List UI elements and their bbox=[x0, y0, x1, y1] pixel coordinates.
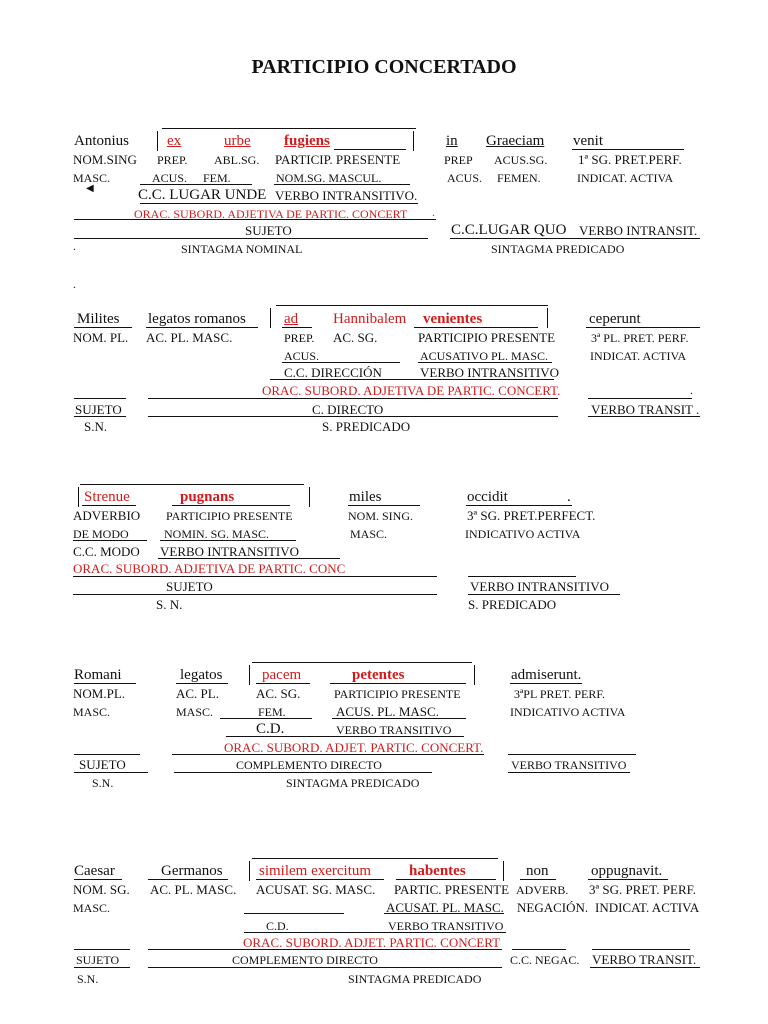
bracket-top-line bbox=[162, 128, 416, 129]
bracket-left bbox=[249, 861, 250, 881]
bracket-right bbox=[503, 861, 504, 881]
bracket-left bbox=[157, 131, 158, 151]
word-fugiens: fugiens bbox=[284, 133, 330, 149]
bracket-left bbox=[270, 308, 271, 328]
underline bbox=[282, 362, 400, 363]
sn-2: S.N. bbox=[84, 419, 108, 434]
function-complemento-directo: COMPLEMENTO DIRECTO bbox=[236, 758, 382, 772]
word-habentes: habentes bbox=[409, 863, 466, 879]
word-ceperunt: ceperunt bbox=[589, 311, 641, 327]
underline bbox=[512, 949, 566, 950]
word-ex: ex bbox=[167, 133, 182, 149]
bracket-top-line bbox=[276, 305, 548, 306]
analysis-nom-sing: NOM. SING. bbox=[348, 509, 414, 523]
analysis-indicat-activa: INDICAT. ACTIVA bbox=[590, 349, 687, 363]
analysis-acus-2: ACUS. bbox=[447, 171, 483, 185]
word-hannibalem: Hannibalem bbox=[333, 311, 407, 327]
function-verbo-transit: VERBO TRANSIT. bbox=[592, 952, 697, 967]
word-graeciam: Graeciam bbox=[486, 133, 545, 149]
analysis-nom-sing: NOM.SING bbox=[73, 152, 137, 167]
sintagma-nominal-1: SINTAGMA NOMINAL bbox=[181, 242, 303, 256]
underline bbox=[158, 558, 340, 559]
underline bbox=[74, 949, 130, 950]
sn-5: S.N. bbox=[77, 972, 99, 986]
analysis-3pl-pret: 3ªPL PRET. PERF. bbox=[514, 687, 606, 701]
analysis-nom-pl: NOM. PL. bbox=[73, 330, 129, 345]
analysis-3sg-pret: 3ª SG. PRET. PERF. bbox=[589, 882, 697, 897]
underline bbox=[510, 683, 582, 684]
word-strenue: Strenue bbox=[84, 489, 130, 505]
underline bbox=[384, 913, 504, 914]
analysis-indicat-activa: INDICAT. ACTIVA bbox=[577, 171, 674, 185]
function-cc-modo: C.C. MODO bbox=[73, 544, 140, 559]
underline bbox=[466, 505, 572, 506]
underline bbox=[140, 184, 252, 185]
function-verbo-intransitivo: VERBO INTRANSITIVO bbox=[420, 365, 560, 380]
analysis-ac-pl-masc: AC. PL. MASC. bbox=[150, 882, 237, 897]
analysis-particip: PARTICIP. PRESENTE bbox=[275, 152, 401, 167]
sintagma-predicado-4: SINTAGMA PREDICADO bbox=[286, 776, 420, 790]
underline bbox=[450, 238, 700, 239]
underline bbox=[148, 879, 228, 880]
function-cc-negac: C.C. NEGAC. bbox=[510, 953, 580, 967]
s-predicado-3: S. PREDICADO bbox=[468, 597, 557, 612]
arrow-icon: ◀ bbox=[86, 183, 94, 194]
underline bbox=[586, 327, 700, 328]
underline bbox=[148, 949, 502, 950]
underline bbox=[334, 149, 406, 150]
bracket-top-line bbox=[252, 858, 498, 859]
word-non: non bbox=[526, 863, 549, 879]
analysis-acus: ACUS. bbox=[284, 349, 320, 363]
function-sujeto-4: SUJETO bbox=[79, 757, 126, 772]
sintagma-predicado-5: SINTAGMA PREDICADO bbox=[348, 972, 482, 986]
analysis-fem: FEM. bbox=[203, 171, 231, 185]
analysis-prep: PREP. bbox=[284, 331, 315, 345]
word-dot: . bbox=[567, 489, 571, 505]
analysis-nom-sg-mascul: NOM.SG. MASCUL. bbox=[276, 171, 382, 185]
underline bbox=[74, 683, 136, 684]
function-verbo-transit: VERBO TRANSIT . bbox=[591, 402, 700, 417]
analysis-adverb: ADVERB. bbox=[516, 883, 569, 897]
underline bbox=[172, 754, 484, 755]
underline bbox=[588, 398, 692, 399]
function-verbo-intransitivo: VERBO INTRANSITIVO bbox=[160, 544, 300, 559]
word-ad: ad bbox=[284, 311, 299, 327]
underline bbox=[148, 967, 502, 968]
function-sujeto-2: SUJETO bbox=[75, 402, 122, 417]
function-verbo-intransitivo-2: VERBO INTRANSITIVO bbox=[470, 579, 610, 594]
underline bbox=[588, 416, 700, 417]
underline bbox=[508, 772, 630, 773]
word-petentes: petentes bbox=[352, 667, 405, 683]
sn-4: S.N. bbox=[92, 776, 114, 790]
underline bbox=[140, 203, 418, 204]
underline bbox=[274, 184, 410, 185]
function-verbo-transitivo-2: VERBO TRANSITIVO bbox=[511, 758, 627, 772]
s-predicado-2: S. PREDICADO bbox=[322, 419, 411, 434]
orac-subord-1: ORAC. SUBORD. ADJETIVA DE PARTIC. CONCERT bbox=[134, 207, 408, 221]
word-germanos: Germanos bbox=[161, 863, 223, 879]
word-admiserunt: admiserunt. bbox=[511, 667, 582, 683]
bracket-left bbox=[78, 487, 79, 507]
word-urbe: urbe bbox=[224, 133, 251, 149]
analysis-indicativo-activa: INDICATIVO ACTIVA bbox=[465, 527, 581, 541]
analysis-masc: MASC. bbox=[350, 527, 388, 541]
word-milites: Milites bbox=[77, 311, 120, 327]
analysis-partic-presente: PARTIC. PRESENTE bbox=[394, 882, 510, 897]
underline bbox=[396, 879, 496, 880]
underline bbox=[148, 398, 558, 399]
analysis-indicativo-activa: INDICATIVO ACTIVA bbox=[510, 705, 626, 719]
sintagma-predicado-1: SINTAGMA PREDICADO bbox=[491, 242, 625, 256]
underline bbox=[588, 879, 668, 880]
word-legatos-romanos: legatos romanos bbox=[148, 311, 246, 327]
word-venientes: venientes bbox=[423, 311, 483, 327]
underline bbox=[590, 967, 700, 968]
function-sujeto-5: SUJETO bbox=[76, 953, 120, 967]
analysis-prep: PREP. bbox=[157, 153, 188, 167]
underline bbox=[256, 683, 310, 684]
analysis-nom-pl: NOM.PL. bbox=[73, 686, 126, 701]
underline bbox=[592, 949, 690, 950]
underline bbox=[332, 718, 466, 719]
analysis-nom-sg: NOM. SG. bbox=[73, 882, 130, 897]
underline bbox=[160, 540, 296, 541]
underline bbox=[468, 576, 576, 577]
function-verbo-intransit-1: VERBO INTRANSIT. bbox=[579, 223, 698, 238]
underline bbox=[330, 683, 466, 684]
function-cc-direccion: C.C. DIRECCIÓN bbox=[284, 365, 382, 380]
dot: . bbox=[690, 383, 693, 397]
underline bbox=[174, 772, 432, 773]
analysis-acus-pl-masc: ACUS. PL. MASC. bbox=[336, 704, 439, 719]
analysis-acusat-pl-masc: ACUSAT. PL. MASC. bbox=[386, 900, 504, 915]
underline bbox=[508, 754, 636, 755]
underline bbox=[74, 219, 436, 220]
underline bbox=[74, 398, 126, 399]
underline bbox=[244, 932, 506, 933]
function-complemento-directo: COMPLEMENTO DIRECTO bbox=[232, 953, 378, 967]
underline bbox=[74, 967, 130, 968]
bracket-right bbox=[309, 487, 310, 507]
dot-1: . bbox=[73, 239, 76, 253]
analysis-ac-pl-masc: AC. PL. MASC. bbox=[146, 330, 233, 345]
word-caesar: Caesar bbox=[74, 863, 115, 879]
word-occidit: occidit bbox=[467, 489, 508, 505]
analysis-participio: PARTICIPIO PRESENTE bbox=[166, 509, 293, 523]
underline bbox=[572, 149, 684, 150]
analysis-masc: MASC. bbox=[73, 171, 111, 185]
function-cc-lugar-unde: C.C. LUGAR UNDE bbox=[138, 187, 267, 203]
analysis-masc: MASC. bbox=[73, 901, 111, 915]
bracket-right bbox=[413, 131, 414, 151]
orac-subord-2: ORAC. SUBORD. ADJETIVA DE PARTIC. CONCERT. bbox=[262, 383, 561, 398]
analysis-fem: FEM. bbox=[258, 705, 286, 719]
underline bbox=[73, 576, 437, 577]
function-verbo-transitivo: VERBO TRANSITIVO bbox=[336, 723, 452, 737]
analysis-femen: FEMEN. bbox=[497, 171, 541, 185]
bracket-right bbox=[547, 308, 548, 328]
underline bbox=[82, 505, 136, 506]
analysis-de-modo: DE MODO bbox=[73, 527, 129, 541]
word-pugnans: pugnans bbox=[180, 489, 235, 505]
underline bbox=[270, 379, 554, 380]
analysis-masc: MASC. bbox=[73, 705, 111, 719]
word-pacem: pacem bbox=[262, 667, 302, 683]
word-in: in bbox=[446, 133, 458, 149]
word-miles: miles bbox=[349, 489, 382, 505]
word-similem-exercitum: similem exercitum bbox=[259, 863, 372, 879]
underline bbox=[74, 238, 428, 239]
underline bbox=[148, 416, 558, 417]
analysis-participio: PARTICIPIO PRESENTE bbox=[418, 330, 556, 345]
underline bbox=[172, 505, 290, 506]
underline bbox=[73, 540, 147, 541]
function-c-directo: C. DIRECTO bbox=[312, 402, 384, 417]
bracket-top-line bbox=[252, 662, 472, 663]
analysis-ac-sg: AC. SG. bbox=[333, 330, 378, 345]
underline bbox=[468, 594, 620, 595]
analysis-participio: PARTICIPIO PRESENTE bbox=[334, 687, 461, 701]
word-antonius: Antonius bbox=[74, 133, 130, 149]
underline bbox=[256, 879, 384, 880]
function-sujeto-3: SUJETO bbox=[166, 579, 213, 594]
analysis-3pl-pret: 3ª PL. PRET. PERF. bbox=[591, 331, 689, 345]
word-romani: Romani bbox=[74, 667, 122, 683]
function-cd: C.D. bbox=[266, 919, 289, 933]
underline bbox=[73, 594, 437, 595]
underline bbox=[414, 327, 538, 328]
underline bbox=[226, 736, 464, 737]
analysis-indicat-activa: INDICAT. ACTIVA bbox=[595, 900, 700, 915]
underline bbox=[74, 327, 132, 328]
analysis-acusativo: ACUSATIVO PL. MASC. bbox=[420, 349, 549, 363]
underline bbox=[244, 913, 344, 914]
analysis-adverbio: ADVERBIO bbox=[73, 508, 141, 523]
analysis-acusat-sg-masc: ACUSAT. SG. MASC. bbox=[256, 882, 376, 897]
bracket-left bbox=[249, 665, 250, 685]
underline bbox=[74, 754, 140, 755]
analysis-negacion: NEGACIÓN. bbox=[517, 900, 589, 915]
function-verbo-intransitivo: VERBO INTRANSITIVO. bbox=[275, 188, 418, 203]
underline bbox=[74, 416, 126, 417]
analysis-3sg-pret: 3ª SG. PRET.PERFECT. bbox=[467, 508, 596, 523]
underline bbox=[418, 362, 552, 363]
analysis-prep-2: PREP bbox=[444, 153, 473, 167]
analysis-acus-sg: ACUS.SG. bbox=[494, 153, 548, 167]
analysis-nomin-sg-masc: NOMIN. SG. MASC. bbox=[164, 527, 270, 541]
word-legatos: legatos bbox=[180, 667, 223, 683]
underline bbox=[74, 879, 122, 880]
bracket-right bbox=[474, 665, 475, 685]
analysis-ac-pl: AC. PL. bbox=[176, 686, 219, 701]
function-cc-lugar-quo: C.C.LUGAR QUO bbox=[451, 222, 567, 238]
underline bbox=[146, 327, 258, 328]
underline bbox=[348, 505, 420, 506]
analysis-masc-2: MASC. bbox=[176, 705, 214, 719]
underline bbox=[520, 879, 556, 880]
analysis-abl-sg: ABL.SG. bbox=[214, 153, 260, 167]
underline bbox=[220, 718, 312, 719]
analysis-1sg-pret: 1ª SG. PRET.PERF. bbox=[578, 152, 682, 167]
underline bbox=[282, 327, 312, 328]
underline bbox=[74, 772, 148, 773]
function-verbo-transitivo: VERBO TRANSITIVO bbox=[388, 919, 504, 933]
page-title: PARTICIPIO CONCERTADO bbox=[251, 56, 517, 78]
function-sujeto-1: SUJETO bbox=[245, 223, 292, 238]
underline bbox=[176, 683, 228, 684]
dot-2: . bbox=[73, 277, 76, 291]
orac-dot-1: . bbox=[432, 205, 435, 219]
orac-subord-4: ORAC. SUBORD. ADJET. PARTIC. CONCERT. bbox=[224, 740, 484, 755]
word-venit: venit bbox=[573, 133, 603, 149]
analysis-acus: ACUS. bbox=[152, 171, 188, 185]
bracket-top-line bbox=[80, 484, 304, 485]
orac-subord-3: ORAC. SUBORD. ADJETIVA DE PARTIC. CONC bbox=[73, 561, 346, 576]
analysis-ac-sg: AC. SG. bbox=[256, 686, 301, 701]
function-cd: C.D. bbox=[256, 721, 285, 737]
sn-3: S. N. bbox=[156, 597, 183, 612]
orac-subord-5: ORAC. SUBORD. ADJET. PARTIC. CONCERT bbox=[243, 935, 501, 950]
word-oppugnavit: oppugnavit. bbox=[591, 863, 663, 879]
